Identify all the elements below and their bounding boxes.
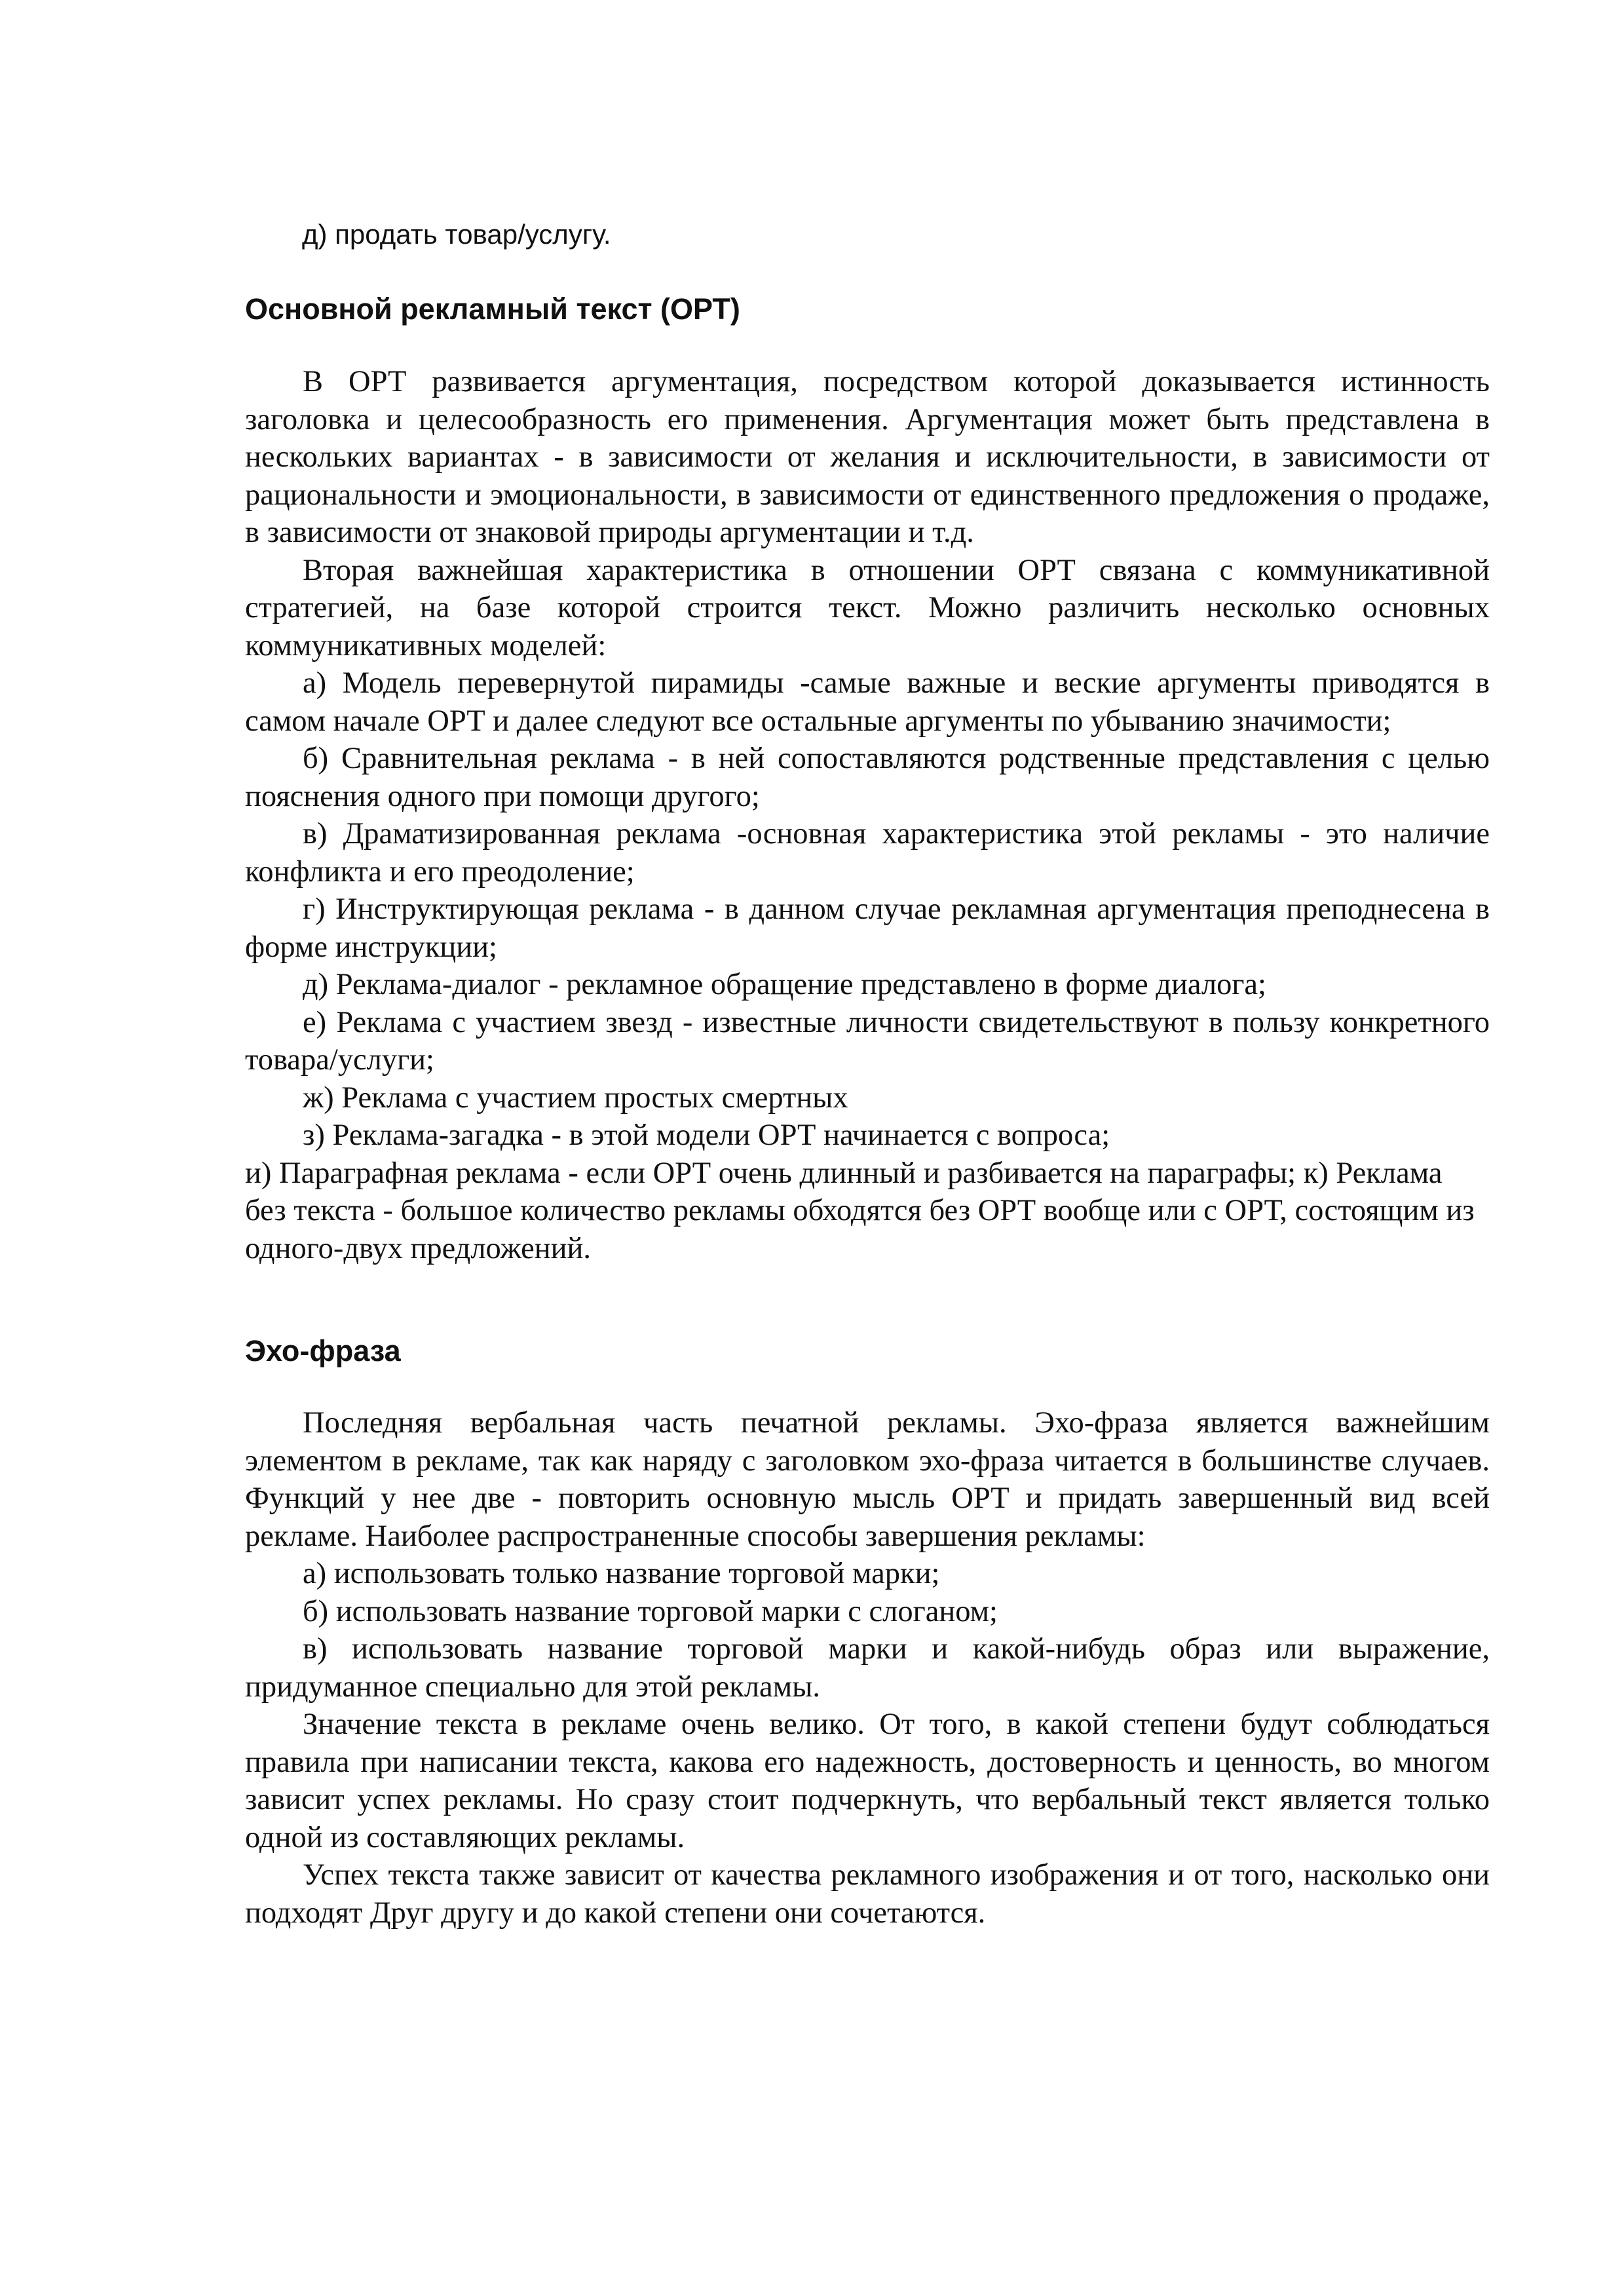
section-heading-echo-phrase: Эхо-фраза bbox=[245, 1334, 401, 1368]
list-item-ending-b: б) использовать название торговой марки с слоганом; bbox=[303, 1594, 998, 1628]
section-heading-main-ad-text: Основной рекламный текст (ОРТ) bbox=[245, 292, 740, 326]
paragraph-closing-models: и) Параграфная реклама - если ОРТ очень длинный и разбивается на параграфы; к) Реклама без текста - большое количество рекламы обходятся без ОРТ вообще или с ОРТ, состоящим из одного-двух предложений. bbox=[245, 1156, 1475, 1265]
list-item-model-a: а) Модель перевернутой пирамиды -самые важные и веские аргументы приводятся в самом начале ОРТ и далее следуют все остальные аргументы по убыванию значимости; bbox=[245, 666, 1490, 738]
section-main-ad-text bbox=[245, 363, 1490, 1267]
list-item-model-g: ж) Реклама с участием простых смертных bbox=[303, 1081, 848, 1115]
list-item-model-e: д) Реклама-диалог - рекламное обращение представлено в форме диалога; bbox=[303, 968, 1266, 1001]
paragraph-argumentation: В ОРТ развивается аргументация, посредством которой доказывается истинность заголовка и целесообразность его применения. Аргументация может быть представлена в нескольких вариантах - в зависимости от желания и исключительности, в зависимости от рациональности и эмоциональности, в зависимости от единственного предложения о продаже, в зависимости от знаковой природы аргументации и т.д. bbox=[245, 365, 1490, 549]
list-item-sell-product: д) продать товар/услугу. bbox=[302, 219, 611, 250]
list-item-model-b: б) Сравнительная реклама - в ней сопоставляются родственные представления с целью пояснения одного при помощи другого; bbox=[245, 742, 1490, 813]
list-item-model-h: з) Реклама-загадка - в этой модели ОРТ начинается с вопроса; bbox=[303, 1119, 1110, 1152]
paragraph-echo-intro: Последняя вербальная часть печатной рекламы. Эхо-фраза является важнейшим элементом в рекламе, так как наряду с заголовком эхо-фраза читается в большинстве случаев. Функций у нее две - повторить основную мысль ОРТ и придать завершенный вид всей рекламе. Наиболее распространенные способы завершения рекламы: bbox=[245, 1406, 1490, 1553]
list-item-model-f: е) Реклама с участием звезд - известные личности свидетельствуют в пользу конкретного товара/услуги; bbox=[245, 1005, 1490, 1077]
list-item-model-d: г) Инструктирующая реклама - в данном случае рекламная аргументация преподнесена в форме инструкции; bbox=[245, 892, 1490, 964]
list-item-model-c: в) Драматизированная реклама -основная характеристика этой рекламы - это наличие конфликта и его преодоление; bbox=[245, 817, 1490, 889]
document-page bbox=[245, 0, 1490, 2296]
list-item-ending-a: а) использовать только название торговой марки; bbox=[303, 1557, 940, 1590]
section-echo-phrase bbox=[245, 1404, 1490, 1932]
paragraph-text-importance: Значение текста в рекламе очень велико. От того, в какой степени будут соблюдаться правила при написании текста, какова его надежность, достоверность и ценность, во многом зависит успех рекламы. Но сразу стоит подчеркнуть, что вербальный текст является только одной из составляющих рекламы. bbox=[245, 1708, 1490, 1854]
paragraph-communicative-strategy: Вторая важнейшая характеристика в отношении ОРТ связана с коммуникативной стратегией, на базе которой строится текст. Можно различить несколько основных коммуникативных моделей: bbox=[245, 553, 1490, 662]
paragraph-text-success: Успех текста также зависит от качества рекламного изображения и от того, насколько они подходят Друг другу и до какой степени они сочетаются. bbox=[245, 1858, 1490, 1930]
list-item-ending-c: в) использовать название торговой марки и какой-нибудь образ или выражение, придуманное специально для этой рекламы. bbox=[245, 1632, 1490, 1704]
